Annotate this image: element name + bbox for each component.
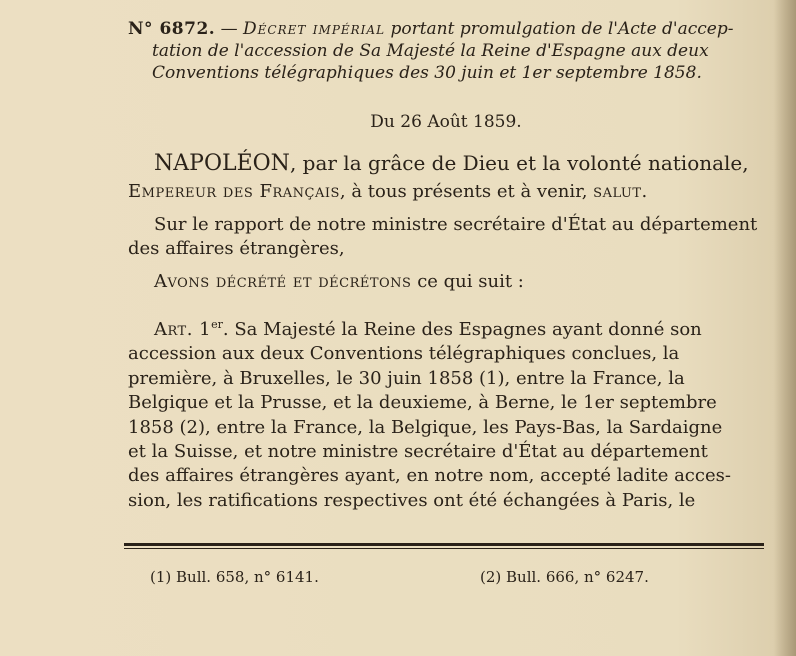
article-line: et la Suisse, et notre ministre secrétaire d'État au département [128, 441, 708, 463]
article-line: Belgique et la Prusse, et la deuxieme, à Berne, le 1er septembre [128, 392, 717, 414]
rapport-line2: des affaires étrangères, [128, 238, 345, 259]
decree-date: Du 26 Août 1859. [370, 112, 522, 132]
decree-number: N° 6872. [128, 19, 216, 39]
footnote-2: (2) Bull. 666, n° 6247. [480, 568, 649, 586]
article-line: accession aux deux Conventions télégraphiques conclues, la [128, 343, 680, 365]
preamble [128, 149, 764, 206]
article-line: sion, les ratifications respectives ont été échangées à Paris, le [128, 489, 696, 511]
emperor-name: NAPOLÉON [154, 151, 290, 176]
footnote-rule [124, 543, 764, 546]
preamble-line1-rest: , par la grâce de Dieu et la volonté nationale, [289, 151, 749, 175]
decree-title-rest: portant promulgation de l'Acte d'accep- [385, 19, 734, 39]
article-label-sup: er [211, 318, 223, 331]
footnote-1: (1) Bull. 658, n° 6141. [150, 568, 319, 586]
decree-title-line3: Conventions télégraphiques des 30 juin et 1er septembre 1858. [152, 63, 702, 83]
avons-rest: ce qui suit : [411, 271, 524, 292]
article-line [128, 313, 764, 342]
avons-decrete [128, 270, 764, 294]
article-line: 1858 (2), entre la France, la Belgique, les Pays-Bas, la Sardaigne [128, 416, 723, 438]
emperor-title: Empereur des Français [128, 181, 340, 202]
decree-title-line2: tation de l'accession de Sa Majesté la Reine d'Espagne aux deux [152, 41, 709, 61]
avons-smallcaps: Avons décrété et décrétons [154, 271, 412, 292]
preamble-line2 [128, 178, 764, 206]
preamble-line2-rest: , à tous présents et à venir, [339, 181, 594, 202]
decree-heading [128, 18, 764, 84]
article-label: Art. 1 [154, 319, 212, 340]
footnote-rule-thin [124, 548, 764, 549]
page-gutter-shadow [774, 0, 796, 656]
heading-dash: — [215, 19, 244, 39]
rapport-line1: Sur le rapport de notre ministre secrétaire d'État au département [154, 214, 758, 235]
article-1 [128, 313, 764, 513]
article-line: première, à Bruxelles, le 30 juin 1858 (1), entre la France, la [128, 367, 685, 389]
article-line-text: . Sa Majesté la Reine des Espagnes ayant donné son [222, 319, 702, 340]
rapport-paragraph [128, 213, 764, 261]
preamble-line1 [128, 149, 764, 178]
article-line: des affaires étrangères ayant, en notre nom, accepté ladite acces- [128, 465, 731, 487]
salut: salut. [593, 181, 648, 202]
decree-title-smallcaps: Décret impérial [243, 19, 386, 39]
